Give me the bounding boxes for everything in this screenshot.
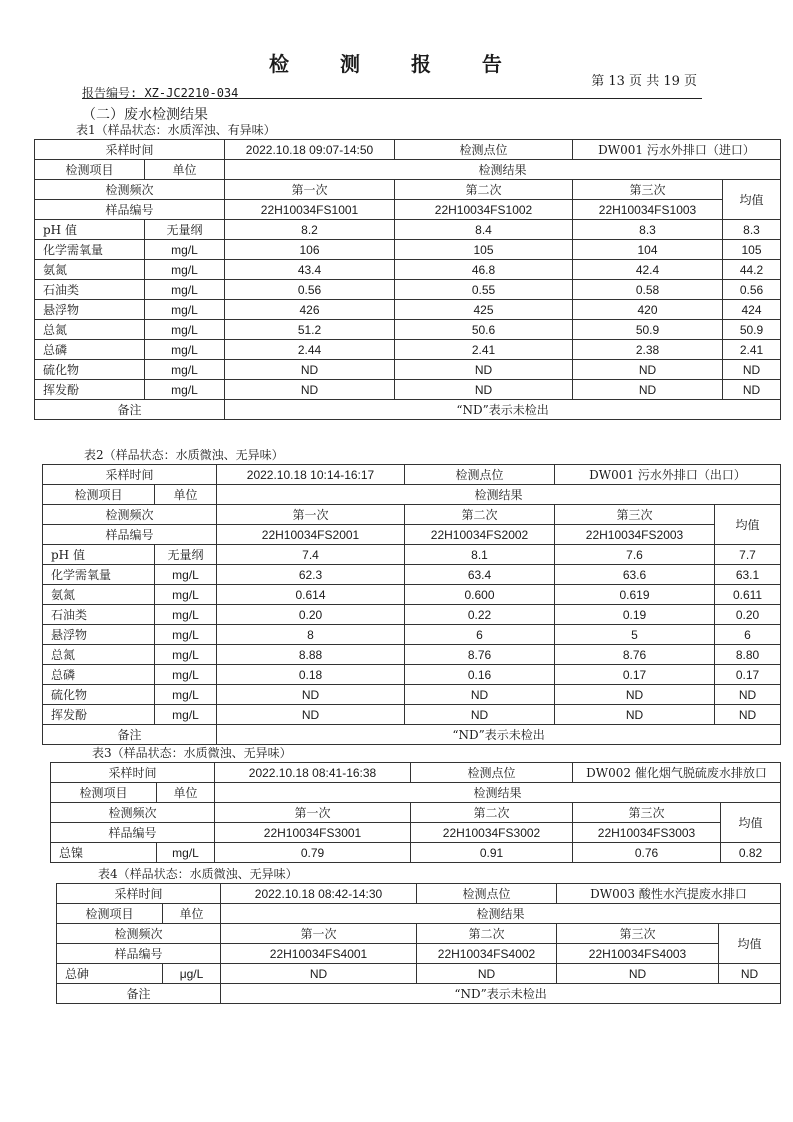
- table-row: [35, 220, 781, 240]
- mean-label: 均值: [715, 505, 781, 545]
- mean-value: 0.82: [721, 843, 781, 863]
- result-value: ND: [221, 964, 417, 984]
- result-value: 0.58: [573, 280, 723, 300]
- test-item-name: 化学需氧量: [35, 240, 145, 260]
- table-row: [51, 823, 781, 843]
- mean-value: ND: [715, 705, 781, 725]
- mean-value: ND: [723, 380, 781, 400]
- sample-no-value: 22H10034FS4002: [417, 944, 557, 964]
- result-value: 8.76: [405, 645, 555, 665]
- result-value: 0.55: [395, 280, 573, 300]
- result-value: 426: [225, 300, 395, 320]
- result-value: ND: [225, 360, 395, 380]
- result-value: 105: [395, 240, 573, 260]
- mean-value: ND: [715, 685, 781, 705]
- sample-no-value: 22H10034FS3002: [411, 823, 573, 843]
- third-label: 第三次: [573, 180, 723, 200]
- mean-label: 均值: [719, 924, 781, 964]
- test-item-name: 悬浮物: [35, 300, 145, 320]
- result-value: 8.4: [395, 220, 573, 240]
- result-value: 0.22: [405, 605, 555, 625]
- table-row: [43, 505, 781, 525]
- table-row: [43, 485, 781, 505]
- third-label: 第三次: [573, 803, 721, 823]
- result-table-4: [56, 866, 780, 1004]
- result-value: ND: [573, 360, 723, 380]
- result-value: 0.16: [405, 665, 555, 685]
- table-caption: 表1（样品状态：水质浑浊、有异味）: [76, 123, 276, 137]
- table-row: [51, 843, 781, 863]
- sample-no-value: 22H10034FS1003: [573, 200, 723, 220]
- table-row: [35, 260, 781, 280]
- result-value: 2.44: [225, 340, 395, 360]
- result-value: 42.4: [573, 260, 723, 280]
- test-item-label: 检测项目: [51, 783, 157, 803]
- result-value: 0.600: [405, 585, 555, 605]
- test-item-label: 检测项目: [43, 485, 155, 505]
- unit-value: mg/L: [145, 280, 225, 300]
- table-grid: [56, 883, 781, 1004]
- sample-no-label: 样品编号: [51, 823, 215, 843]
- sample-no-value: 22H10034FS4001: [221, 944, 417, 964]
- table-row: [35, 200, 781, 220]
- result-value: ND: [555, 705, 715, 725]
- result-value: 8.76: [555, 645, 715, 665]
- result-value: 0.79: [215, 843, 411, 863]
- result-value: 425: [395, 300, 573, 320]
- table-row: [57, 964, 781, 984]
- second-label: 第二次: [395, 180, 573, 200]
- table-row: [43, 685, 781, 705]
- sample-no-label: 样品编号: [35, 200, 225, 220]
- mean-value: 44.2: [723, 260, 781, 280]
- table-caption: 表2（样品状态：水质微浊、无异味）: [84, 448, 284, 462]
- result-value: ND: [217, 705, 405, 725]
- unit-value: 无量纲: [145, 220, 225, 240]
- test-item-name: 总磷: [35, 340, 145, 360]
- table-row: [35, 320, 781, 340]
- result-value: 8: [217, 625, 405, 645]
- mean-label: 均值: [721, 803, 781, 843]
- result-value: ND: [417, 964, 557, 984]
- table-row: [43, 545, 781, 565]
- remark-label: 备注: [43, 725, 217, 745]
- table-row: [43, 705, 781, 725]
- section-title: （二）废水检测结果: [82, 107, 208, 123]
- result-value: 63.6: [555, 565, 715, 585]
- table-row: [35, 160, 781, 180]
- result-value: 106: [225, 240, 395, 260]
- table-row: [43, 525, 781, 545]
- unit-value: mg/L: [145, 260, 225, 280]
- unit-value: mg/L: [155, 705, 217, 725]
- table-caption: 表4（样品状态：水质微浊、无异味）: [98, 867, 298, 881]
- table-row: [51, 783, 781, 803]
- table-row: [43, 665, 781, 685]
- unit-value: 无量纲: [155, 545, 217, 565]
- test-point-value: DW003 酸性水汽提废水排口: [557, 884, 781, 904]
- mean-value: 424: [723, 300, 781, 320]
- table-row: [35, 280, 781, 300]
- sample-no-label: 样品编号: [43, 525, 217, 545]
- sample-time-label: 采样时间: [57, 884, 221, 904]
- test-item-name: 化学需氧量: [43, 565, 155, 585]
- test-item-name: 氨氮: [43, 585, 155, 605]
- test-point-value: DW001 污水外排口（出口）: [555, 465, 781, 485]
- result-value: 50.6: [395, 320, 573, 340]
- test-item-name: 石油类: [35, 280, 145, 300]
- unit-label: 单位: [145, 160, 225, 180]
- second-label: 第二次: [405, 505, 555, 525]
- unit-label: 单位: [163, 904, 221, 924]
- result-value: ND: [557, 964, 719, 984]
- mean-value: ND: [719, 964, 781, 984]
- sample-time-label: 采样时间: [51, 763, 215, 783]
- unit-value: mg/L: [155, 625, 217, 645]
- mean-value: 0.56: [723, 280, 781, 300]
- unit-value: mg/L: [145, 240, 225, 260]
- result-value: 46.8: [395, 260, 573, 280]
- result-value: ND: [573, 380, 723, 400]
- unit-label: 单位: [157, 783, 215, 803]
- table-row: [35, 240, 781, 260]
- result-value: 0.20: [217, 605, 405, 625]
- result-value: ND: [395, 360, 573, 380]
- table-row: [35, 360, 781, 380]
- test-result-label: 检测结果: [221, 904, 781, 924]
- test-item-name: 总砷: [57, 964, 163, 984]
- mean-value: 0.17: [715, 665, 781, 685]
- test-item-name: 硫化物: [43, 685, 155, 705]
- result-value: 0.614: [217, 585, 405, 605]
- table-row: [57, 984, 781, 1004]
- result-value: 420: [573, 300, 723, 320]
- result-value: 50.9: [573, 320, 723, 340]
- table-row: [43, 585, 781, 605]
- test-item-name: 总镍: [51, 843, 157, 863]
- header-rule: [82, 98, 702, 99]
- mean-value: ND: [723, 360, 781, 380]
- mean-value: 2.41: [723, 340, 781, 360]
- frequency-label: 检测频次: [43, 505, 217, 525]
- sample-time-value: 2022.10.18 10:14-16:17: [217, 465, 405, 485]
- table-row: [57, 904, 781, 924]
- unit-value: mg/L: [155, 585, 217, 605]
- result-value: 8.2: [225, 220, 395, 240]
- unit-value: mg/L: [145, 360, 225, 380]
- result-value: 7.4: [217, 545, 405, 565]
- test-item-name: 石油类: [43, 605, 155, 625]
- result-value: ND: [395, 380, 573, 400]
- remark-label: 备注: [57, 984, 221, 1004]
- sample-time-value: 2022.10.18 08:41-16:38: [215, 763, 411, 783]
- sample-no-value: 22H10034FS2003: [555, 525, 715, 545]
- sample-no-value: 22H10034FS3003: [573, 823, 721, 843]
- result-value: 0.76: [573, 843, 721, 863]
- result-value: 104: [573, 240, 723, 260]
- result-value: 2.38: [573, 340, 723, 360]
- first-label: 第一次: [221, 924, 417, 944]
- result-value: 0.18: [217, 665, 405, 685]
- remark-label: 备注: [35, 400, 225, 420]
- mean-value: 0.20: [715, 605, 781, 625]
- test-item-name: pH 值: [35, 220, 145, 240]
- mean-value: 7.7: [715, 545, 781, 565]
- unit-value: mg/L: [155, 565, 217, 585]
- unit-value: mg/L: [145, 380, 225, 400]
- page-number: 第 13 页 共 19 页: [591, 74, 697, 89]
- table-row: [35, 300, 781, 320]
- sample-time-label: 采样时间: [35, 140, 225, 160]
- result-value: 7.6: [555, 545, 715, 565]
- table-row: [57, 884, 781, 904]
- unit-value: mg/L: [145, 300, 225, 320]
- table-grid: [50, 762, 781, 863]
- table-row: [51, 763, 781, 783]
- result-value: 8.1: [405, 545, 555, 565]
- table-row: [43, 465, 781, 485]
- table-row: [35, 180, 781, 200]
- result-value: 43.4: [225, 260, 395, 280]
- result-value: ND: [217, 685, 405, 705]
- unit-value: mg/L: [157, 843, 215, 863]
- test-item-name: pH 值: [43, 545, 155, 565]
- report-number: 报告编号: XZ-JC2210-034: [82, 86, 239, 100]
- test-point-label: 检测点位: [417, 884, 557, 904]
- unit-value: mg/L: [145, 320, 225, 340]
- unit-value: mg/L: [155, 685, 217, 705]
- mean-value: 8.80: [715, 645, 781, 665]
- table-grid: [42, 464, 781, 745]
- sample-no-value: 22H10034FS1002: [395, 200, 573, 220]
- second-label: 第二次: [417, 924, 557, 944]
- table-row: [51, 803, 781, 823]
- remark-value: “ND”表示未检出: [225, 400, 781, 420]
- sample-no-value: 22H10034FS2001: [217, 525, 405, 545]
- result-value: 0.56: [225, 280, 395, 300]
- test-point-label: 检测点位: [411, 763, 573, 783]
- test-result-label: 检测结果: [217, 485, 781, 505]
- result-value: ND: [555, 685, 715, 705]
- unit-value: mg/L: [145, 340, 225, 360]
- frequency-label: 检测频次: [35, 180, 225, 200]
- remark-value: “ND”表示未检出: [217, 725, 781, 745]
- table-row: [35, 380, 781, 400]
- test-result-label: 检测结果: [225, 160, 781, 180]
- test-item-name: 总磷: [43, 665, 155, 685]
- third-label: 第三次: [555, 505, 715, 525]
- unit-value: mg/L: [155, 665, 217, 685]
- table-row: [43, 625, 781, 645]
- result-value: 8.3: [573, 220, 723, 240]
- table-row: [35, 140, 781, 160]
- sample-no-value: 22H10034FS1001: [225, 200, 395, 220]
- mean-value: 63.1: [715, 565, 781, 585]
- sample-no-value: 22H10034FS4003: [557, 944, 719, 964]
- result-value: 63.4: [405, 565, 555, 585]
- result-value: 8.88: [217, 645, 405, 665]
- test-item-name: 总氮: [35, 320, 145, 340]
- sample-time-value: 2022.10.18 08:42-14:30: [221, 884, 417, 904]
- table-caption: 表3（样品状态：水质微浊、无异味）: [92, 746, 292, 760]
- sample-no-label: 样品编号: [57, 944, 221, 964]
- result-value: 0.91: [411, 843, 573, 863]
- test-point-value: DW001 污水外排口（进口）: [573, 140, 781, 160]
- result-value: ND: [405, 685, 555, 705]
- table-row: [43, 725, 781, 745]
- sample-no-value: 22H10034FS2002: [405, 525, 555, 545]
- result-value: 0.17: [555, 665, 715, 685]
- test-point-label: 检测点位: [405, 465, 555, 485]
- test-item-name: 挥发酚: [35, 380, 145, 400]
- test-item-name: 总氮: [43, 645, 155, 665]
- table-row: [57, 924, 781, 944]
- test-result-label: 检测结果: [215, 783, 781, 803]
- mean-value: 8.3: [723, 220, 781, 240]
- result-value: 0.619: [555, 585, 715, 605]
- result-value: 51.2: [225, 320, 395, 340]
- result-table-3: [50, 745, 780, 863]
- test-item-label: 检测项目: [57, 904, 163, 924]
- remark-value: “ND”表示未检出: [221, 984, 781, 1004]
- second-label: 第二次: [411, 803, 573, 823]
- table-row: [43, 605, 781, 625]
- test-point-label: 检测点位: [395, 140, 573, 160]
- test-item-name: 硫化物: [35, 360, 145, 380]
- result-value: 62.3: [217, 565, 405, 585]
- frequency-label: 检测频次: [51, 803, 215, 823]
- sample-time-value: 2022.10.18 09:07-14:50: [225, 140, 395, 160]
- table-row: [43, 645, 781, 665]
- test-item-name: 挥发酚: [43, 705, 155, 725]
- result-value: 0.19: [555, 605, 715, 625]
- first-label: 第一次: [225, 180, 395, 200]
- table-row: [43, 565, 781, 585]
- test-point-value: DW002 催化烟气脱硫废水排放口: [573, 763, 781, 783]
- third-label: 第三次: [557, 924, 719, 944]
- unit-label: 单位: [155, 485, 217, 505]
- table-row: [35, 400, 781, 420]
- unit-value: mg/L: [155, 605, 217, 625]
- page-title: 检 测 报 告: [269, 52, 524, 76]
- result-value: ND: [225, 380, 395, 400]
- result-value: 5: [555, 625, 715, 645]
- result-table-2: [42, 447, 780, 745]
- mean-value: 50.9: [723, 320, 781, 340]
- table-row: [57, 944, 781, 964]
- mean-value: 6: [715, 625, 781, 645]
- test-item-label: 检测项目: [35, 160, 145, 180]
- table-row: [35, 340, 781, 360]
- test-item-name: 悬浮物: [43, 625, 155, 645]
- unit-value: μg/L: [163, 964, 221, 984]
- mean-label: 均值: [723, 180, 781, 220]
- sample-time-label: 采样时间: [43, 465, 217, 485]
- sample-no-value: 22H10034FS3001: [215, 823, 411, 843]
- first-label: 第一次: [215, 803, 411, 823]
- result-table-1: [34, 122, 780, 420]
- test-item-name: 氨氮: [35, 260, 145, 280]
- result-value: ND: [405, 705, 555, 725]
- result-value: 6: [405, 625, 555, 645]
- frequency-label: 检测频次: [57, 924, 221, 944]
- mean-value: 105: [723, 240, 781, 260]
- unit-value: mg/L: [155, 645, 217, 665]
- table-grid: [34, 139, 781, 420]
- mean-value: 0.611: [715, 585, 781, 605]
- result-value: 2.41: [395, 340, 573, 360]
- first-label: 第一次: [217, 505, 405, 525]
